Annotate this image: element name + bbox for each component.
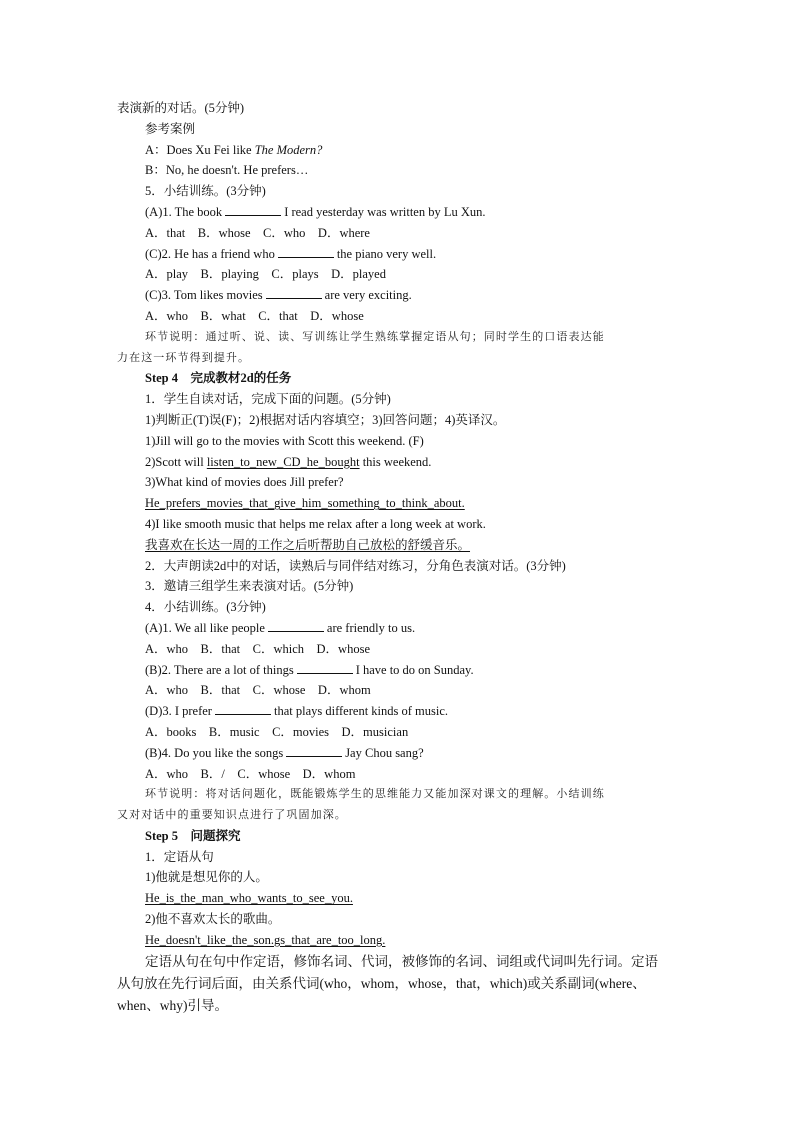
answer-blank [278,247,334,258]
question-text: this weekend. [359,454,432,469]
text-line: 1)他就是想见你的人。 [145,870,268,885]
question-text: I read yesterday was written by Lu Xun. [284,204,486,219]
question-text: I have to do on Sunday. [355,662,474,677]
question-line [117,701,679,722]
question-line [117,743,679,764]
question-line [117,244,679,265]
question-text: Jay Chou sang? [345,745,424,760]
text-line: 3)What kind of movies does Jill prefer? [145,475,344,490]
text-line: 4)I like smooth music that helps me relax after a long week at work. [145,516,486,531]
answer-blank [268,621,324,632]
question-text: are friendly to us. [326,620,416,635]
paragraph-line: 从句放在先行词后面，由关系代词(who，whom，whose，that，which)或关系副词(where、 [117,975,646,991]
underlined-answer: 我喜欢在长达一周的工作之后听帮助自己放松的舒缓音乐。 [145,537,471,552]
task-heading: 1．定语从句 [145,849,214,864]
section-note: 环节说明：将对话问题化，既能锻炼学生的思维能力又能加深对课文的理解。小结训练 [145,788,605,801]
question-text: that plays different kinds of music. [273,704,449,719]
underlined-answer: He_prefers_movies_that_give_him_something_to_think_about. [145,496,465,511]
text-line: 1)判断正(T)误(F)；2)根据对话内容填空；3)回答问题；4)英译汉。 [145,412,506,427]
question-text: 2)Scott will [145,454,207,469]
text-line [117,452,679,473]
answer-blank [215,704,271,715]
question-text: are very exciting. [324,288,412,303]
underlined-answer: He_is_the_man_who_wants_to_see_you. [145,891,353,906]
question-line [117,660,679,681]
step-heading: Step 5 问题探究 [145,828,241,843]
section-label: 参考案例 [145,121,196,136]
options-line: A．books B．music C．movies D．musician [145,724,409,739]
task-heading: 5．小结训练。(3分钟) [145,184,266,199]
question-text: (A)1. We all like people [145,620,265,635]
movie-title: The Modern? [254,142,323,157]
answer-blank [286,746,342,757]
question-text: (C)3. Tom likes movies [145,288,263,303]
text-line: 表演新的对话。(5分钟) [117,101,245,115]
underlined-answer: He_doesn't_like_the_son.gs_that_are_too_long. [145,932,386,947]
question-text: (B)4. Do you like the songs [145,745,284,760]
step-heading: Step 4 完成教材2d的任务 [145,371,292,386]
text-line: 2)他不喜欢太长的歌曲。 [145,912,281,927]
question-line [117,618,679,639]
paragraph-line: 定语从句在句中作定语，修饰名词、代词，被修饰的名词、词组或代词叫先行词。定语 [145,953,658,969]
options-line: A．who B．that C．which D．whose [145,641,370,656]
question-line [117,202,679,223]
document-body [117,98,679,1017]
dialogue-line-a [117,140,679,161]
question-text: (A)1. The book [145,204,223,219]
text-line: 1)Jill will go to the movies with Scott this weekend. (F) [145,433,424,448]
question-text: (B)2. There are a lot of things [145,662,294,677]
question-text: (C)2. He has a friend who [145,246,275,261]
options-line: A．who B．what C．that D．whose [145,308,364,323]
task-heading: 3．邀请三组学生来表演对话。(5分钟) [145,579,354,594]
answer-blank [266,288,322,299]
underlined-answer: listen_to_new_CD_he_bought [206,454,360,469]
options-line: A．who B．/ C．whose D．whom [145,766,356,781]
section-note: 环节说明：通过听、说、读、写训练让学生熟练掌握定语从句；同时学生的口语表达能 [145,330,605,343]
question-text: the piano very well. [336,246,437,261]
dialogue-text: A：Does Xu Fei like [145,142,255,157]
options-line: A．that B．whose C．who D．where [145,225,370,240]
section-note: 力在这一环节得到提升。 [117,351,251,364]
answer-blank [225,205,281,216]
options-line: A．who B．that C．whose D．whom [145,683,371,698]
dialogue-line-b: B：No, he doesn't. He prefers… [145,163,309,178]
question-text: (D)3. I prefer [145,704,212,719]
paragraph-line: when、why)引导。 [117,997,228,1013]
answer-blank [297,663,353,674]
section-note: 又对对话中的重要知识点进行了巩固加深。 [117,809,347,822]
task-heading: 1．学生自读对话，完成下面的问题。(5分钟) [145,392,391,407]
options-line: A．play B．playing C．plays D．played [145,267,386,282]
question-line [117,285,679,306]
task-heading: 2．大声朗读2d中的对话，读熟后与同伴结对练习，分角色表演对话。(3分钟) [145,558,566,573]
task-heading: 4．小结训练。(3分钟) [145,600,266,615]
